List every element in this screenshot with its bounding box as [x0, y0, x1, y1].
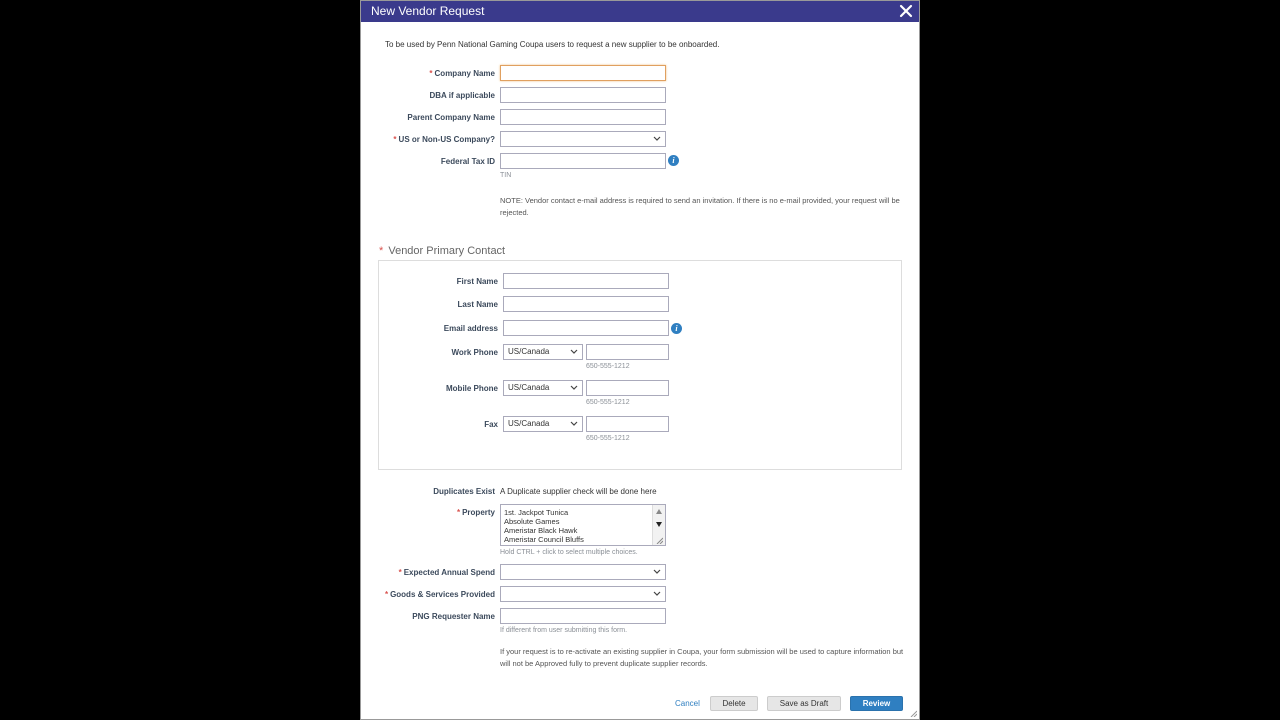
list-item[interactable]: 1st. Jackpot Tunica: [504, 508, 569, 517]
email-label: Email address: [443, 324, 498, 333]
property-listbox[interactable]: [500, 504, 666, 546]
dba-input[interactable]: [500, 87, 666, 103]
mobile-phone-country-select[interactable]: US/Canada: [503, 380, 583, 396]
review-button[interactable]: Review: [850, 696, 903, 711]
first-name-input[interactable]: [503, 273, 669, 289]
last-name-input[interactable]: [503, 296, 669, 312]
duplicates-label: Duplicates Exist: [433, 487, 495, 496]
list-item[interactable]: Ameristar Black Hawk: [504, 526, 578, 535]
us-company-label: * US or Non-US Company?: [393, 135, 495, 144]
scrollbar[interactable]: [652, 505, 665, 545]
dba-label: DBA if applicable: [429, 91, 495, 100]
parent-company-input[interactable]: [500, 109, 666, 125]
goods-services-select[interactable]: [500, 586, 666, 602]
info-icon[interactable]: i: [668, 155, 679, 166]
annual-spend-label: * Expected Annual Spend: [398, 568, 495, 577]
dialog-title: New Vendor Request: [371, 4, 485, 18]
work-phone-label: Work Phone: [451, 348, 498, 357]
list-item[interactable]: Absolute Games: [504, 517, 560, 526]
resize-grip-icon[interactable]: [909, 709, 917, 717]
mobile-phone-label: Mobile Phone: [446, 384, 498, 393]
mobile-phone-input[interactable]: [586, 380, 669, 396]
list-item[interactable]: Ameristar Council Bluffs: [504, 535, 584, 544]
chevron-down-icon: [653, 591, 661, 597]
mobile-phone-hint: 650-555-1212: [586, 399, 630, 406]
intro-text: To be used by Penn National Gaming Coupa users to request a new supplier to be onboarded.: [385, 40, 720, 49]
us-company-select[interactable]: [500, 131, 666, 147]
chevron-down-icon: [653, 569, 661, 575]
delete-button[interactable]: Delete: [710, 696, 758, 711]
company-name-label: * Company Name: [429, 69, 495, 78]
scroll-up-icon[interactable]: [656, 509, 662, 514]
chevron-down-icon: [570, 421, 578, 427]
first-name-label: First Name: [456, 277, 498, 286]
requester-hint: If different from user submitting this form.: [500, 627, 628, 634]
fax-label: Fax: [484, 420, 498, 429]
email-note: NOTE: Vendor contact e-mail address is required to send an invitation. If there is no e-mail provided, your request will be rejected.: [500, 196, 900, 217]
requester-name-label: PNG Requester Name: [412, 612, 495, 621]
contact-section-title: * Vendor Primary Contact: [379, 245, 506, 257]
chevron-down-icon: [653, 136, 661, 142]
property-hint: Hold CTRL + click to select multiple choices.: [500, 549, 638, 556]
work-phone-input[interactable]: [586, 344, 669, 360]
fax-hint: 650-555-1212: [586, 435, 630, 442]
close-icon[interactable]: [897, 2, 915, 20]
fax-country-select[interactable]: US/Canada: [503, 416, 583, 432]
tax-id-input[interactable]: [500, 153, 666, 169]
chevron-down-icon: [570, 385, 578, 391]
parent-company-label: Parent Company Name: [407, 113, 495, 122]
work-phone-country-select[interactable]: US/Canada: [503, 344, 583, 360]
resize-handle-icon[interactable]: [656, 537, 663, 544]
tax-id-label: Federal Tax ID: [440, 157, 495, 166]
last-name-label: Last Name: [457, 300, 498, 309]
goods-services-label: * Goods & Services Provided: [384, 590, 495, 599]
email-input[interactable]: [503, 320, 669, 336]
reactivate-note: If your request is to re-activate an existing supplier in Coupa, your form submission will be used to capture information but will not be Approved fully to prevent duplicate supplier records.: [500, 647, 904, 668]
company-name-input[interactable]: [500, 65, 666, 81]
dialog-header: [361, 1, 919, 22]
requester-name-input[interactable]: [500, 608, 666, 624]
chevron-down-icon: [570, 349, 578, 355]
new-vendor-request-dialog: [360, 0, 920, 720]
contact-section: [378, 260, 902, 470]
duplicates-text: A Duplicate supplier check will be done here: [500, 487, 657, 496]
fax-input[interactable]: [586, 416, 669, 432]
save-draft-button[interactable]: Save as Draft: [767, 696, 841, 711]
scroll-down-icon[interactable]: [656, 522, 662, 527]
info-icon[interactable]: i: [671, 323, 682, 334]
work-phone-hint: 650-555-1212: [586, 363, 630, 370]
cancel-link[interactable]: Cancel: [675, 699, 700, 708]
tax-id-hint: TIN: [500, 172, 512, 179]
property-label: * Property: [456, 508, 495, 517]
annual-spend-select[interactable]: [500, 564, 666, 580]
